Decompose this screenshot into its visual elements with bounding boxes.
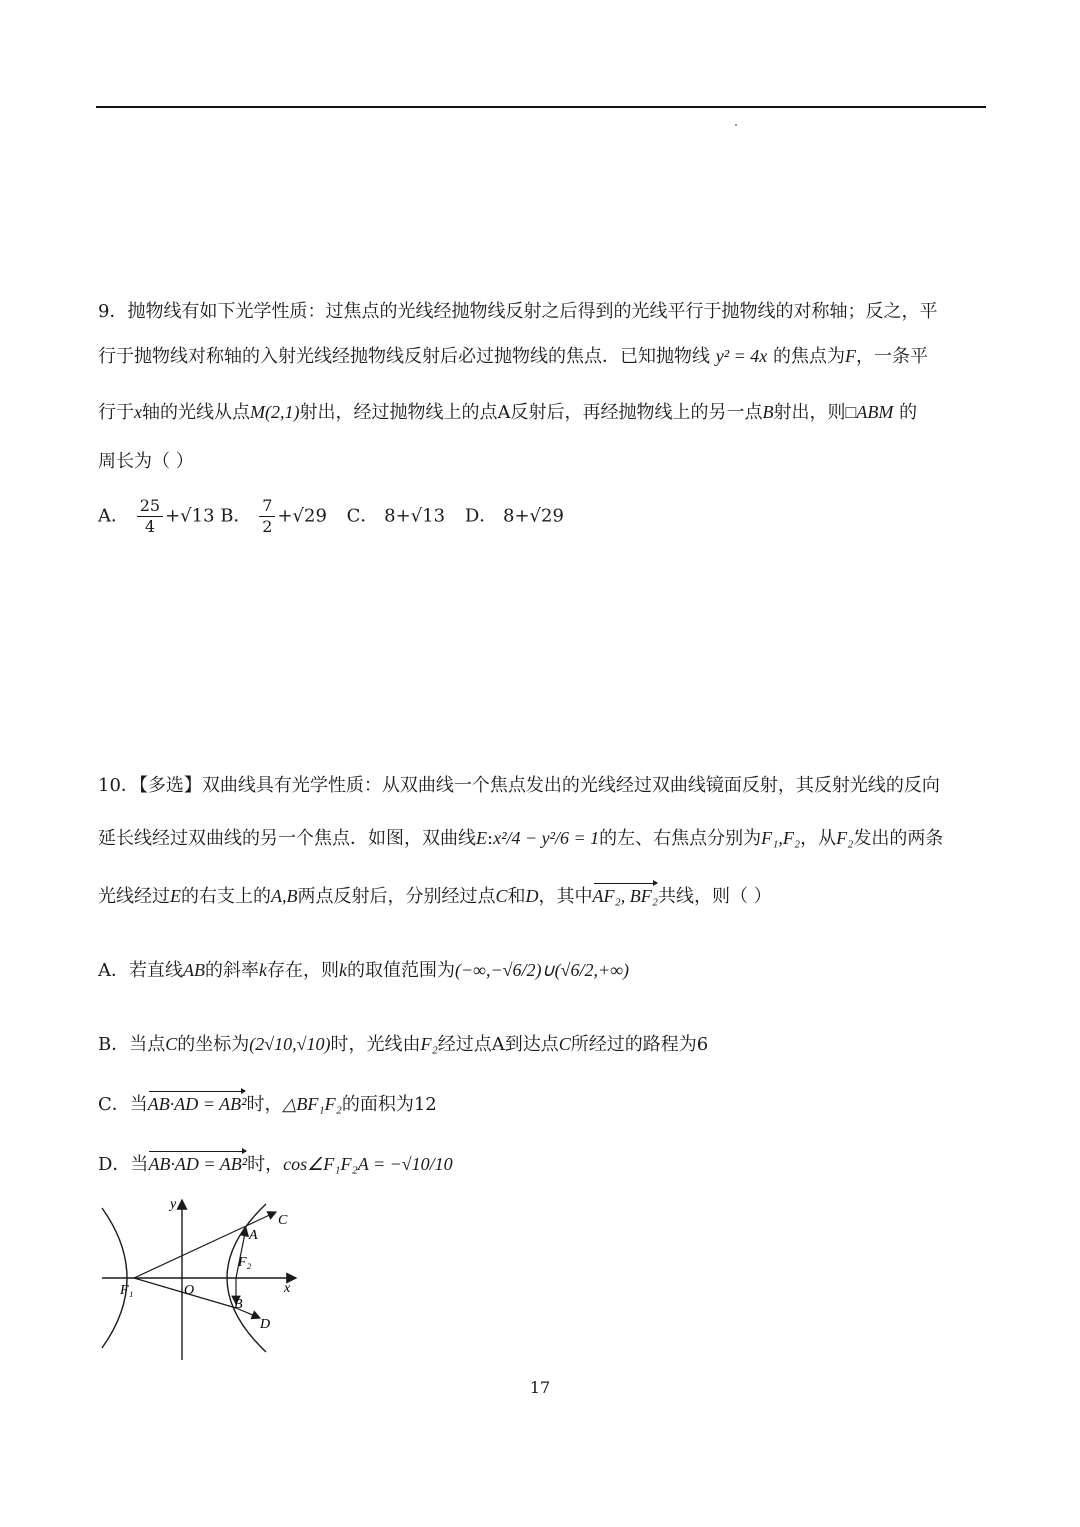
- q10-a-k2: k: [339, 960, 347, 980]
- q10-E2: E: [170, 886, 181, 906]
- q9-text-3b: 轴的光线从点: [142, 402, 250, 423]
- q9-text-3c: 射出，经过抛物线上的点A反射后，再经抛物线上的另一点: [299, 402, 763, 423]
- q10-c-text-a: C．当: [98, 1094, 148, 1115]
- q10-line-1: [98, 772, 940, 800]
- q10-option-d: [98, 1150, 453, 1179]
- label-f1: F₁: [120, 1283, 134, 1298]
- q10-b-text-c: 时，光线由: [330, 1034, 421, 1055]
- q10-text-3d: 和: [507, 886, 526, 907]
- q10-foci: F₁,F₂: [761, 828, 801, 848]
- q9-text-4: 周长为（ ）: [98, 451, 194, 472]
- q10-text-1: 双曲线具有光学性质：从双曲线一个焦点发出的光线经过双曲线镜面反射，其反射光线的反向: [201, 775, 940, 796]
- q9-line-3: [98, 398, 917, 427]
- q10-C: C: [495, 886, 508, 906]
- header-rule: [96, 106, 986, 108]
- q10-line-2: 延长线经过双曲线的另一个焦点．如图，双曲线E:x²/4 − y²/6 = 1的左、右焦点分别为F₁,F₂，从F₂发出的两条: [98, 828, 944, 849]
- q9-line-1: [98, 298, 937, 326]
- q10-vectors: AF₂, BF₂: [593, 882, 659, 910]
- q10-text-2a: 延长线经过双曲线的另一个焦点．如图，双曲线: [98, 828, 476, 849]
- q9-text-3a: 行于: [98, 402, 134, 423]
- page-number: 17: [529, 1378, 551, 1397]
- q10-d-text-a: D．当: [98, 1154, 149, 1175]
- q9-line-4: [98, 448, 194, 476]
- q10-c-eq: AB·AD = AB²: [148, 1090, 247, 1118]
- label-y: y: [170, 1197, 177, 1212]
- q9-option-d-text: 8+√29: [503, 505, 564, 527]
- q10-b-text-b: 的坐标为: [177, 1034, 250, 1055]
- q10-D: D: [525, 886, 539, 906]
- ray-a-c: [246, 1212, 276, 1226]
- q10-hyperbola-eq: x²/4 − y²/6 = 1: [493, 828, 600, 848]
- q10-E: E: [476, 828, 487, 848]
- q9-x: x: [134, 402, 142, 422]
- q9-option-a-rest: +√13: [165, 505, 215, 527]
- q10-c-text-b: 时，: [246, 1094, 283, 1115]
- q9-option-a-label: A．: [98, 505, 129, 527]
- q10-c-triangle: △BF₁F₂: [282, 1094, 342, 1114]
- q10-b-C: C: [165, 1034, 178, 1054]
- ray-f1-a: [134, 1226, 246, 1278]
- q10-text-3b: 的右支上的: [181, 886, 271, 907]
- q10-a-k: k: [259, 960, 267, 980]
- q10-a-text-d: 的取值范围为: [347, 960, 455, 981]
- q9-point-M: M(2,1): [250, 402, 300, 422]
- q10-d-text-b: 时，: [247, 1154, 284, 1175]
- q9-option-a-fraction: [137, 496, 163, 537]
- q9-number: 9．: [98, 301, 128, 322]
- q9-option-c-label: C．: [346, 505, 379, 527]
- q10-option-c: [98, 1090, 437, 1119]
- q9-text-3d: 射出，则: [773, 402, 846, 423]
- q9-parabola-eq: y² = 4x: [715, 346, 768, 366]
- q10-d-eq: AB·AD = AB²: [148, 1150, 247, 1178]
- q10-b-text-d: 经过点A到达点: [437, 1034, 559, 1055]
- q9-option-c-text: 8+√13: [384, 505, 446, 527]
- q10-text-3a: 光线经过: [98, 886, 170, 907]
- q10-b-text-a: B．当点: [98, 1034, 166, 1055]
- q10-a-AB: AB: [183, 960, 205, 980]
- label-f2: F₂: [238, 1255, 252, 1270]
- q10-b-coord: (2√10,√10): [249, 1034, 331, 1054]
- q10-b-C2: C: [558, 1034, 571, 1054]
- q10-text-2d: 发出的两条: [853, 828, 944, 849]
- label-c: C: [278, 1213, 288, 1228]
- q10-option-b: [98, 1030, 708, 1059]
- q9-text-2b: 的焦点为: [773, 346, 845, 367]
- ray-f2-a: [236, 1228, 246, 1278]
- q10-option-a: [98, 956, 629, 985]
- q10-line-3: [98, 882, 772, 911]
- q10-number: 10．: [98, 775, 139, 796]
- q10-F2: F₂: [836, 828, 854, 848]
- q9-text-2c: ，一条平: [856, 346, 928, 367]
- q9-option-b-fraction: [259, 496, 275, 537]
- label-x: x: [284, 1281, 291, 1296]
- q10-text-3f: 共线，则（ ）: [658, 886, 772, 907]
- label-a: A: [249, 1228, 258, 1243]
- q10-a-text-a: A．若直线: [98, 960, 183, 981]
- q10-a-text-c: 存在，则: [267, 960, 339, 981]
- q9-option-b-label: B．: [220, 505, 252, 527]
- q10-c-text-c: 的面积为12: [341, 1094, 437, 1115]
- q9-text-2a: 行于抛物线对称轴的入射光线经抛物线反射后必过抛物线的焦点．已知抛物线: [98, 346, 710, 367]
- q9-triangle: □ABM: [845, 402, 894, 422]
- q9-option-b-rest: +√29: [277, 505, 327, 527]
- q10-a-range: (−∞,−√6/2)∪(√6/2,+∞): [455, 960, 630, 980]
- q10-tag: 【多选】: [138, 775, 202, 796]
- q9-option-d-label: D．: [464, 505, 498, 527]
- label-b: B: [234, 1297, 243, 1312]
- q9-focus-F: F: [845, 346, 856, 366]
- q10-a-text-b: 的斜率: [205, 960, 259, 981]
- q9-option-a-num: 25: [137, 496, 163, 517]
- q9-options: [98, 496, 564, 537]
- label-d: D: [260, 1317, 271, 1332]
- q10-AB: A,B: [271, 886, 298, 906]
- q10-text-2b: 的左、右焦点分别为: [599, 828, 762, 849]
- q10-b-F2: F₂: [420, 1034, 438, 1054]
- hyperbola-figure: [96, 1192, 306, 1364]
- q9-point-B: B: [762, 402, 774, 422]
- q10-text-3c: 两点反射后，分别经过点: [297, 886, 496, 907]
- q10-b-text-e: 所经过的路程为6: [570, 1034, 709, 1055]
- q10-text-2c: ，从: [800, 828, 837, 849]
- q9-option-b-den: 2: [262, 517, 273, 536]
- q9-line-2: [98, 342, 928, 371]
- q9-option-a-den: 4: [144, 517, 155, 536]
- q10-text-3e: ，其中: [538, 886, 593, 907]
- q9-text-3e: 的: [899, 402, 918, 423]
- q9-text-1: 抛物线有如下光学性质：过焦点的光线经抛物线反射之后得到的光线平行于抛物线的对称轴；反之，平: [127, 301, 938, 322]
- q9-option-b-num: 7: [259, 496, 275, 517]
- q10-d-cos: cos∠F₁F₂A = −√10/10: [283, 1154, 453, 1174]
- label-o: O: [184, 1283, 195, 1298]
- stray-dot: [735, 124, 737, 126]
